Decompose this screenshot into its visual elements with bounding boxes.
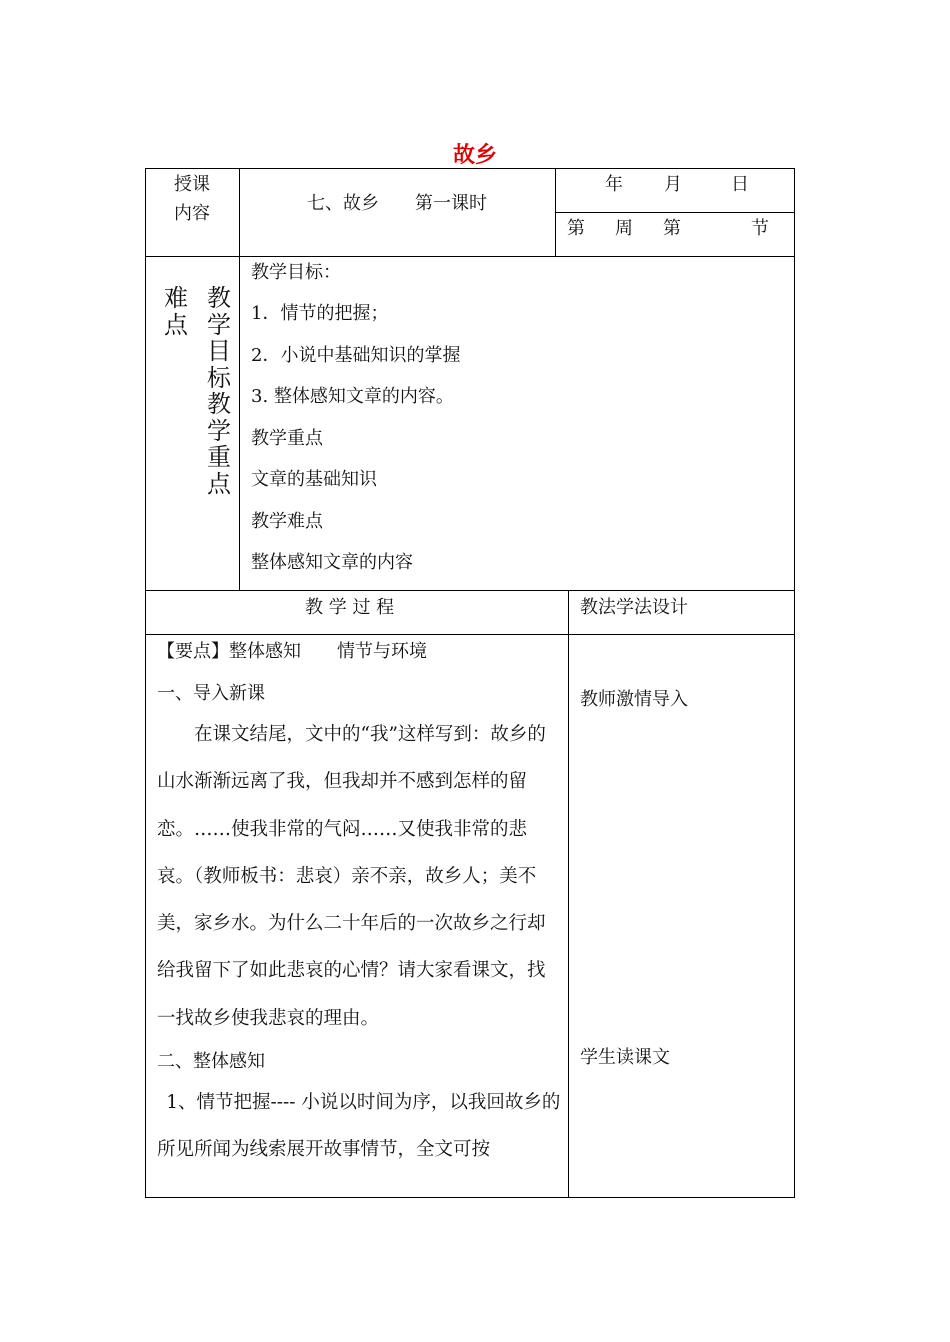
side-label-char: 难: [164, 284, 188, 312]
key-points-heading: 教学重点: [251, 428, 323, 449]
date-month: 月: [664, 174, 682, 195]
side-label-column-right: [206, 285, 232, 497]
plot-paragraph: [157, 1079, 561, 1174]
intro-paragraph-text: 在课文结尾，文中的“我”这样写到：故乡的山水渐渐远离了我，但我却并不感到怎样的留恋。……使我非常的气闷……又使我非常的悲哀。（教师板书：悲哀）亲不亲，故乡人；美不美，家乡水。为什么二十年后的一次故乡之行却给我留下了如此悲哀的心情？请大家看课文，找一找故乡使我悲哀的理由。: [157, 724, 546, 1029]
lesson-title: 七、故乡 第一课时: [307, 193, 487, 214]
side-label-char: 目: [207, 337, 231, 365]
header-bottom-border: [145, 256, 795, 257]
design-column-header: 教法学法设计: [580, 597, 688, 618]
difficulty-heading: 教学难点: [251, 511, 323, 532]
objectives-bottom-border: [145, 590, 795, 591]
table-border-left: [145, 168, 146, 1198]
difficulty-text: 整体感知文章的内容: [251, 552, 413, 573]
side-label-column-left: [163, 285, 189, 338]
table-border-right: [794, 168, 795, 1198]
section-heading: 一、导入新课: [157, 683, 265, 704]
side-label-char: 点: [207, 469, 231, 498]
period-jie-label: 节: [751, 218, 769, 239]
side-label-char: 重: [207, 443, 231, 471]
objective-item: 1．情节的把握；: [251, 303, 389, 324]
objective-item: 3. 整体感知文章的内容。: [251, 386, 454, 407]
side-label-char: 点: [164, 310, 188, 339]
intro-paragraph: [157, 711, 561, 1042]
side-label-char: 教: [207, 284, 231, 312]
table-border-top: [145, 168, 795, 169]
week-di-label: 第: [567, 218, 585, 239]
process-column-header: 教 学 过 程: [305, 597, 395, 618]
design-note: 教师激情导入: [580, 689, 688, 710]
side-label-char: 学: [207, 310, 231, 339]
table-border-bottom: [145, 1197, 795, 1198]
date-week-divider: [555, 212, 795, 213]
section-heading: 二、整体感知: [157, 1051, 265, 1072]
side-label-char: 标: [207, 363, 231, 392]
page-title: 故乡: [452, 143, 497, 168]
design-note: 学生读课文: [580, 1047, 670, 1068]
objective-item: 2．小说中基础知识的掌握: [251, 345, 461, 366]
side-label-char: 学: [207, 416, 231, 445]
week-zhou-label: 周: [615, 218, 633, 239]
lesson-label-line2: 内容: [174, 203, 210, 224]
key-point-line: 【要点】整体感知 情节与环境: [157, 641, 427, 662]
objectives-heading: 教学目标：: [251, 262, 341, 283]
plot-paragraph-text: 1、情节把握---- 小说以时间为序，以我回故乡的所见所闻为线索展开故事情节，全文可按: [157, 1092, 561, 1161]
lesson-label-line1: 授课: [174, 174, 210, 195]
label-column-divider: [239, 168, 240, 591]
period-di-label: 第: [663, 218, 681, 239]
date-day: 日: [731, 174, 749, 195]
date-year: 年: [605, 174, 623, 195]
process-header-bottom-border: [145, 634, 795, 635]
date-column-divider: [555, 168, 556, 257]
notes-column-divider: [568, 590, 569, 1198]
key-points-text: 文章的基础知识: [251, 469, 377, 490]
side-label-char: 教: [207, 390, 231, 418]
